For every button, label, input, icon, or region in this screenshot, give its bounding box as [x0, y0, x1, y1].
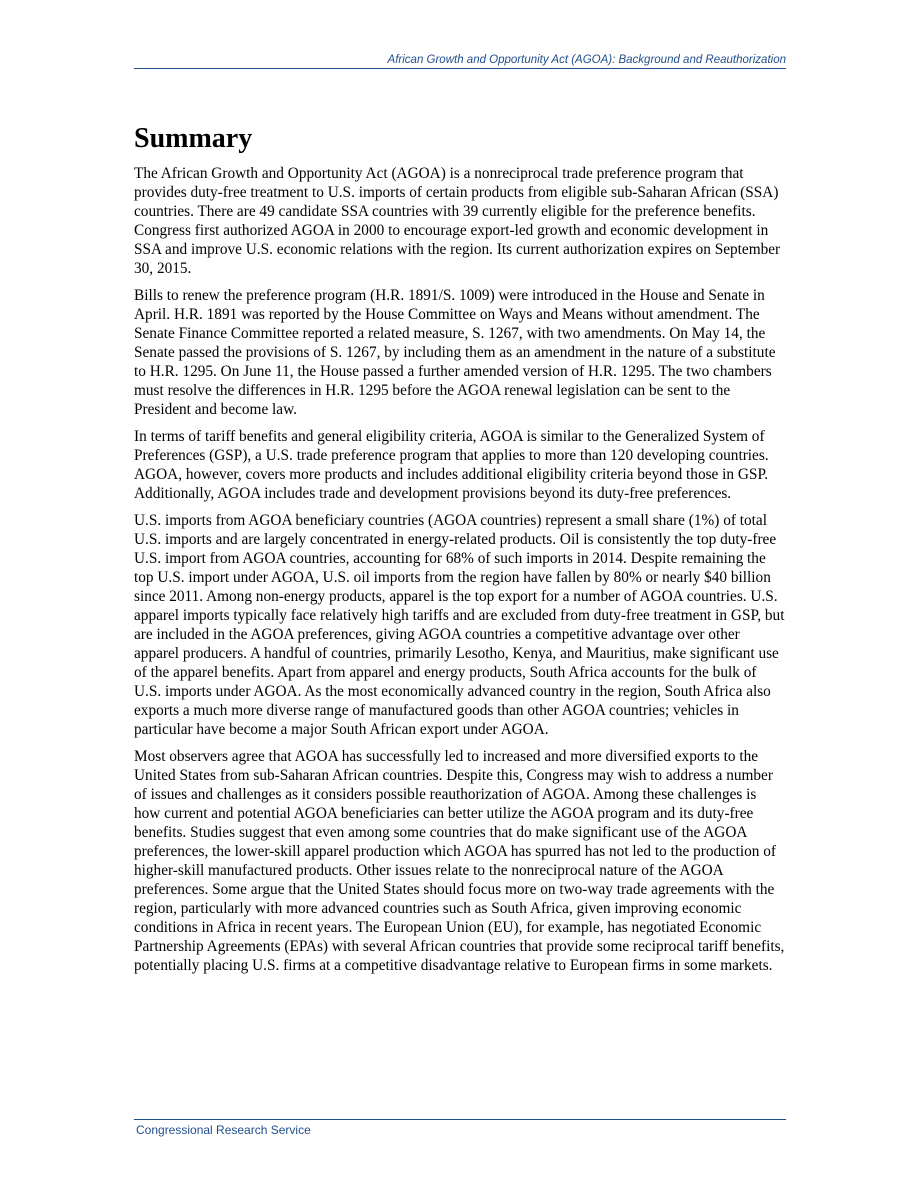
- summary-section: [134, 120, 786, 983]
- summary-paragraph-5: Most observers agree that AGOA has successfully led to increased and more diversified exports to the United States from sub-Saharan African countries. Despite this, Congress may wish to address a number of issues and challenges as it considers possible reauthorization of AGOA. Among these challenges is how current and potential AGOA beneficiaries can better utilize the AGOA program and its duty-free benefits. Studies suggest that even among some countries that do make significant use of the AGOA preferences, the lower-skill apparel production which AGOA has spurred has not led to the production of higher-skill manufactured products. Other issues relate to the nonreciprocal nature of the AGOA preferences. Some argue that the United States should focus more on two-way trade agreements with the region, particularly with more advanced countries such as South Africa, given improving economic conditions in Africa in recent years. The European Union (EU), for example, has negotiated Economic Partnership Agreements (EPAs) with several African countries that provide some reciprocal tariff benefits, potentially placing U.S. firms at a competitive disadvantage relative to European firms in some markets.: [134, 748, 785, 974]
- summary-paragraph-2: Bills to renew the preference program (H.R. 1891/S. 1009) were introduced in the House and Senate in April. H.R. 1891 was reported by the House Committee on Ways and Means without amendment. The Senate Finance Committee reported a related measure, S. 1267, with two amendments. On May 14, the Senate passed the provisions of S. 1267, by including them as an amendment in the nature of a substitute to H.R. 1295. On June 11, the House passed a further amended version of H.R. 1295. The two chambers must resolve the differences in H.R. 1295 before the AGOA renewal legislation can be sent to the President and become law.: [134, 287, 776, 418]
- footer-organization: Congressional Research Service: [136, 1123, 311, 1137]
- summary-paragraph-4: U.S. imports from AGOA beneficiary countries (AGOA countries) represent a small share (1%) of total U.S. imports and are largely concentrated in energy-related products. Oil is consistently the top duty-free U.S. import from AGOA countries, accounting for 68% of such imports in 2014. Despite remaining the top U.S. import under AGOA, U.S. oil imports from the region have fallen by 80% or nearly $40 billion since 2011. Among non-energy products, apparel is the top export for a number of AGOA countries. U.S. apparel imports typically face relatively high tariffs and are excluded from duty-free treatment in GSP, but are included in the AGOA preferences, giving AGOA countries a competitive advantage over other apparel producers. A handful of countries, primarily Lesotho, Kenya, and Mauritius, make significant use of the apparel benefits. Apart from apparel and energy products, South Africa accounts for the bulk of U.S. imports under AGOA. As the most economically advanced country in the region, South Africa also exports a much more diverse range of manufactured goods than other AGOA countries; vehicles in particular have become a major South African export under AGOA.: [134, 512, 785, 738]
- summary-paragraph-3: In terms of tariff benefits and general eligibility criteria, AGOA is similar to the Generalized System of Preferences (GSP), a U.S. trade preference program that applies to more than 120 developing countries. AGOA, however, covers more products and includes additional eligibility criteria beyond those in GSP. Additionally, AGOA includes trade and development provisions beyond its duty-free preferences.: [134, 428, 769, 502]
- summary-paragraph-1: The African Growth and Opportunity Act (AGOA) is a nonreciprocal trade preference program that provides duty-free treatment to U.S. imports of certain products from eligible sub-Saharan African (SSA) countries. There are 49 candidate SSA countries with 39 currently eligible for the preference benefits. Congress first authorized AGOA in 2000 to encourage export-led growth and economic development in SSA and improve U.S. economic relations with the region. Its current authorization expires on September 30, 2015.: [134, 165, 781, 277]
- header-divider: [134, 68, 786, 69]
- page-title: Summary: [134, 123, 253, 154]
- running-header-title: African Growth and Opportunity Act (AGOA): Background and Reauthorization: [387, 54, 786, 66]
- footer-divider: [134, 1119, 786, 1120]
